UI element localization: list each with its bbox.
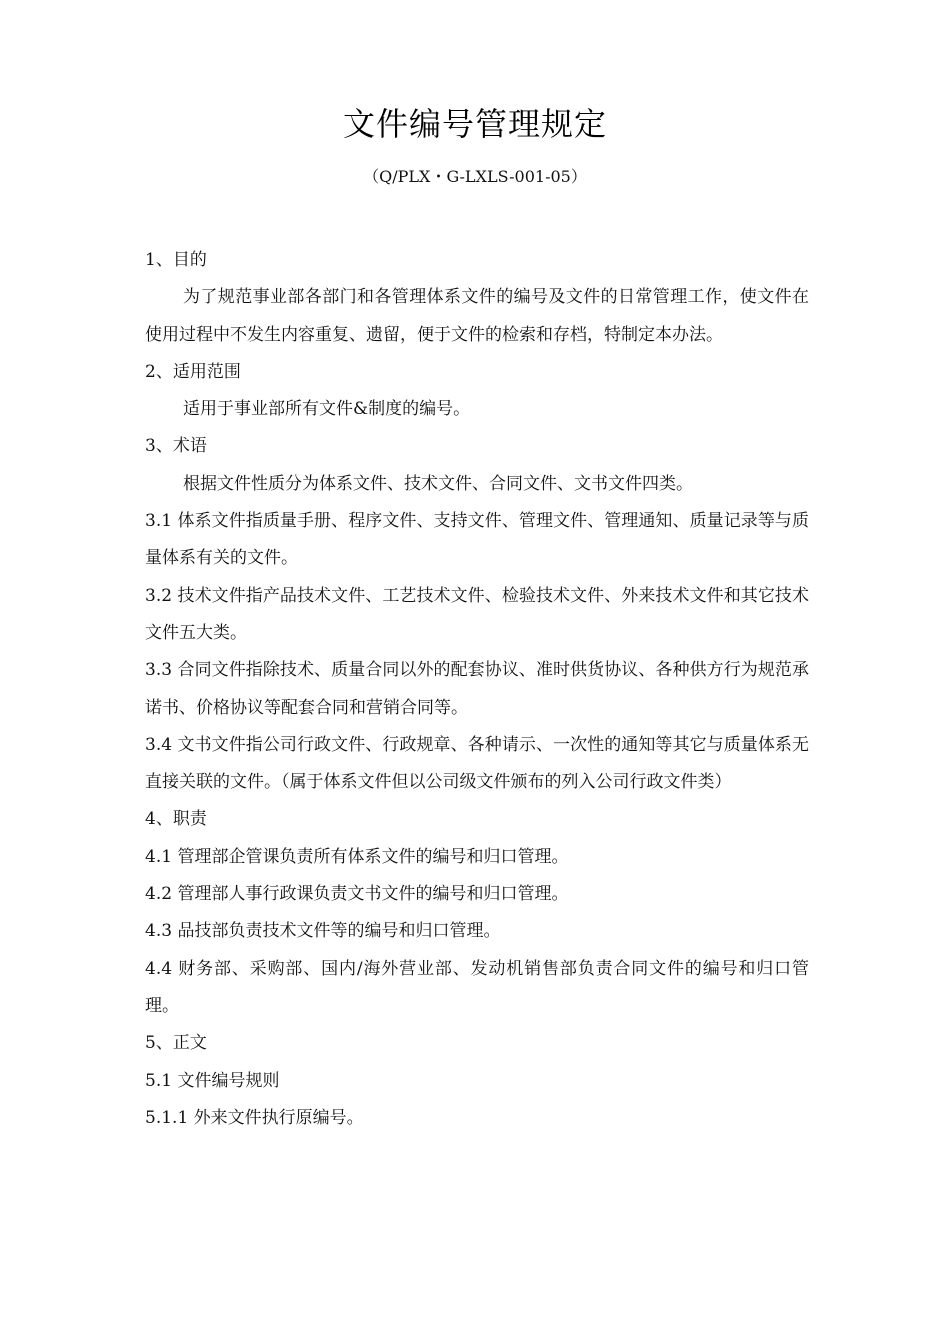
clause-paragraph: 3.2 技术文件指产品技术文件、工艺技术文件、检验技术文件、外来技术文件和其它技术文件五大类。: [145, 585, 809, 643]
clause-paragraph: 3.3 合同文件指除技术、质量合同以外的配套协议、准时供货协议、各种供方行为规范承诺书、价格协议等配套合同和营销合同等。: [145, 660, 809, 718]
clause-paragraph: 3.4 文书文件指公司行政文件、行政规章、各种请示、一次性的通知等其它与质量体系无直接关联的文件。（属于体系文件但以公司级文件颁布的列入公司行政文件类）: [145, 734, 809, 793]
clause-paragraph: 5.1 文件编号规则: [145, 1070, 280, 1091]
body-paragraph: 根据文件性质分为体系文件、技术文件、合同文件、文书文件四类。: [183, 473, 693, 494]
document-number: （Q/PLX・G-LXLS-001-05）: [363, 167, 587, 186]
section-heading: 2、适用范围: [145, 361, 241, 382]
body-paragraph: 为了规范事业部各部门和各管理体系文件的编号及文件的日常管理工作，使文件在使用过程中不发生内容重复、遗留，便于文件的检索和存档，特制定本办法。: [145, 287, 809, 345]
section-heading: 3、术语: [145, 436, 207, 457]
section-heading: 4、职责: [145, 809, 207, 830]
clause-paragraph: 4.2 管理部人事行政课负责文书文件的编号和归口管理。: [145, 884, 569, 905]
clause-paragraph: 4.1 管理部企管课负责所有体系文件的编号和归口管理。: [145, 846, 569, 867]
clause-paragraph: 5.1.1 外来文件执行原编号。: [145, 1107, 364, 1128]
section-heading: 1、目的: [145, 250, 207, 270]
document-title: 文件编号管理规定: [342, 105, 607, 143]
section-heading: 5、正文: [145, 1033, 207, 1054]
body-paragraph: 适用于事业部所有文件&制度的编号。: [183, 399, 471, 420]
clause-paragraph: 4.3 品技部负责技术文件等的编号和归口管理。: [145, 921, 501, 942]
document-body: [145, 242, 809, 1137]
clause-paragraph: 4.4 财务部、采购部、国内/海外营业部、发动机销售部负责合同文件的编号和归口管理。: [145, 958, 809, 1016]
clause-paragraph: 3.1 体系文件指质量手册、程序文件、支持文件、管理文件、管理通知、质量记录等与质量体系有关的文件。: [145, 511, 809, 569]
